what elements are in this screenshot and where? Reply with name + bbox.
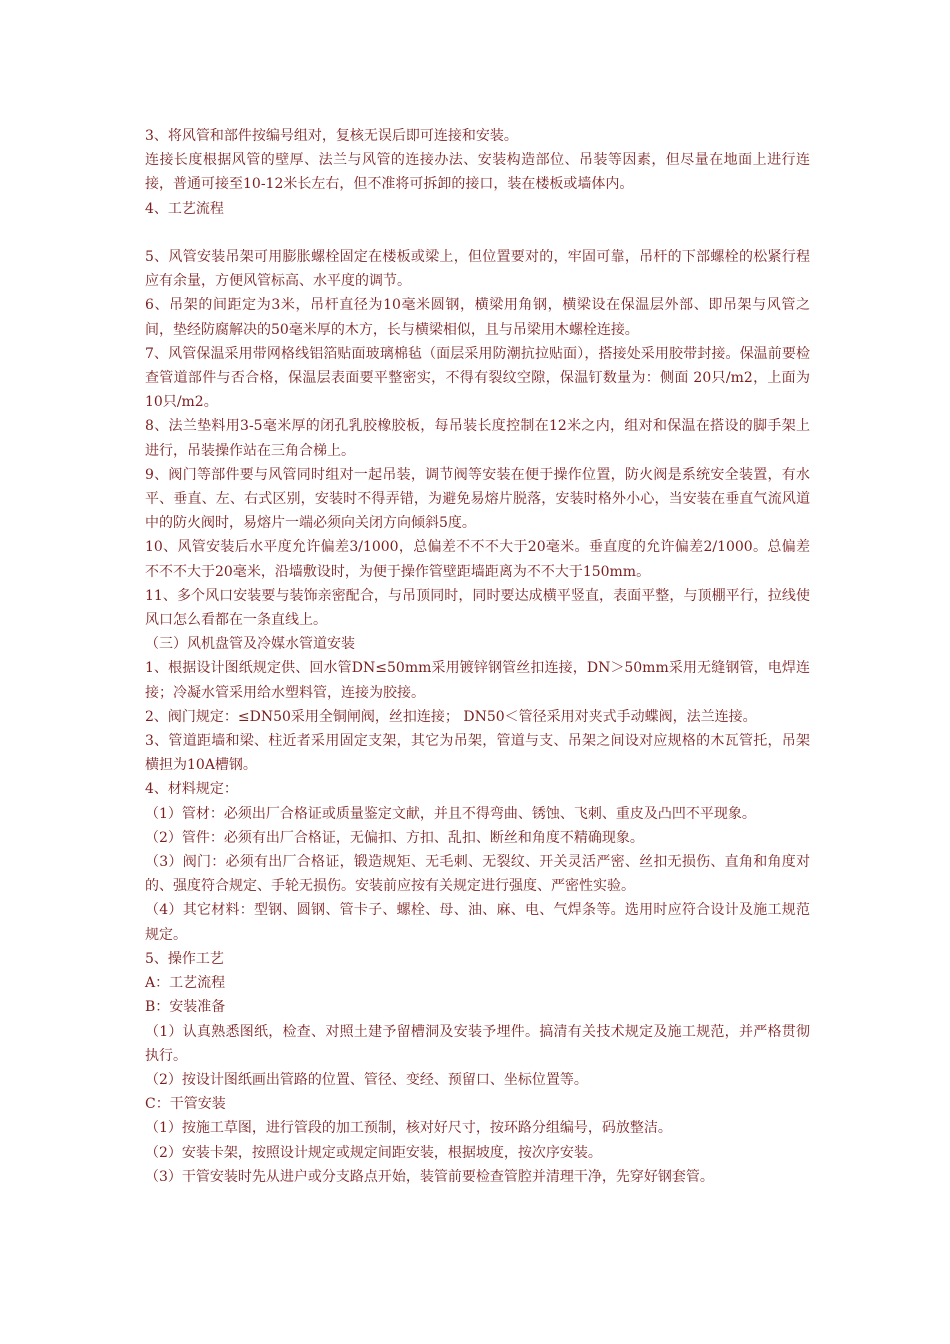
blank-line <box>145 221 810 245</box>
paragraph: 11、多个风口安装要与装饰亲密配合，与吊顶同时，同时要达成横平竖直，表面平整，与顶棚平行，拉线使风口怎么看都在一条直线上。 <box>145 587 810 629</box>
paragraph: 连接长度根据风管的壁厚、法兰与风管的连接办法、安装构造部位、吊装等因素，但尽量在地面上进行连接，普通可接至10-12米长左右，但不准将可拆卸的接口，装在楼板或墙体内。 <box>145 152 810 193</box>
paragraph: 1、根据设计图纸规定供、回水管DN≤50mm采用镀锌钢管丝扣连接，DN＞50mm采用无缝钢管，电焊连接；冷凝水管采用给水塑料管，连接为胶接。 <box>145 660 810 701</box>
paragraph: （2）安装卡架，按照设计规定或规定间距安装，根据坡度，按次序安装。 <box>145 1144 602 1161</box>
paragraph: 6、吊架的间距定为3米，吊杆直径为10毫米圆钢，横梁用角钢，横梁设在保温层外部、即吊架与风管之间，垫经防腐解决的50毫米厚的木方，长与横梁相似，且与吊梁用木螺栓连接。 <box>145 297 810 338</box>
document-body <box>145 124 810 1189</box>
paragraph: 4、材料规定： <box>145 781 238 798</box>
paragraph: （1）按施工草图，进行管段的加工预制，核对好尺寸，按环路分组编号，码放整洁。 <box>145 1120 672 1137</box>
paragraph: 10、风管安装后水平度允许偏差3/1000，总偏差不不不大于20毫米。垂直度的允许偏差2/1000。总偏差不不不大于20毫米，沿墙敷设时，为便于操作管壁距墙距离为不不大于150mm。 <box>145 539 810 580</box>
paragraph: 5、风管安装吊架可用膨胀螺栓固定在楼板或梁上，但位置要对的，牢固可靠，吊杆的下部螺栓的松紧行程应有余量，方便风管标高、水平度的调节。 <box>145 249 810 290</box>
paragraph: （4）其它材料：型钢、圆钢、管卡子、螺栓、母、油、麻、电、气焊条等。选用时应符合设计及施工规范规定。 <box>145 902 810 943</box>
paragraph: （2）管件：必须有出厂合格证，无偏扣、方扣、乱扣、断丝和角度不精确现象。 <box>145 829 644 846</box>
section-heading: （三）风机盘管及冷媒水管道安装 <box>145 636 355 653</box>
paragraph: 5、操作工艺 <box>145 950 224 967</box>
paragraph: B：安装准备 <box>145 999 226 1016</box>
paragraph: （3）阀门：必须有出厂合格证，锻造规矩、无毛刺、无裂纹、开关灵活严密、丝扣无损伤、直角和角度对的、强度符合规定、手轮无损伤。安装前应按有关规定进行强度、严密性实验。 <box>145 854 810 895</box>
paragraph: （1）管材：必须出厂合格证或质量鉴定文献，并且不得弯曲、锈蚀、飞刺、重皮及凸凹不平现象。 <box>145 805 756 822</box>
paragraph: 8、法兰垫料用3-5毫米厚的闭孔乳胶橡胶板，每吊装长度控制在12米之内，组对和保温在搭设的脚手架上进行，吊装操作站在三角合梯上。 <box>145 418 810 459</box>
paragraph: 3、将风管和部件按编号组对，复核无误后即可连接和安装。 <box>145 128 518 144</box>
paragraph: C：干管安装 <box>145 1096 226 1113</box>
paragraph: （3）干管安装时先从进户或分支路点开始，装管前要检查管腔并清理干净，先穿好钢套管。 <box>145 1168 714 1185</box>
paragraph: （2）按设计图纸画出管路的位置、管径、变经、预留口、坐标位置等。 <box>145 1071 588 1088</box>
paragraph: 7、风管保温采用带网格线铝箔贴面玻璃棉毡（面层采用防潮抗拉贴面），搭接处采用胶带封接。保温前要检查管道部件与否合格，保温层表面要平整密实，不得有裂纹空隙，保温钉数量为：侧面 20只/m2，上面为10只/m2。 <box>145 345 810 411</box>
paragraph: 4、工艺流程 <box>145 200 224 217</box>
paragraph: 2、阀门规定：≤DN50采用全铜闸阀，丝扣连接； DN50＜管径采用对夹式手动蝶阀，法兰连接。 <box>145 708 757 725</box>
paragraph: A：工艺流程 <box>145 975 226 992</box>
paragraph: 3、管道距墙和梁、柱近者采用固定支架，其它为吊架，管道与支、吊架之间设对应规格的木瓦管托，吊架横担为10A槽钢。 <box>145 733 810 774</box>
paragraph: （1）认真熟悉图纸，检查、对照土建予留槽洞及安装予埋件。搞清有关技术规定及施工规范，并严格贯彻执行。 <box>145 1023 810 1064</box>
paragraph: 9、阀门等部件要与风管同时组对一起吊装，调节阀等安装在便于操作位置，防火阀是系统安全装置，有水平、垂直、左、右式区别，安装时不得弄错，为避免易熔片脱落，安装时格外小心，当安装在垂直气流风道中的防火阀时，易熔片一端必须向关闭方向倾斜5度。 <box>145 466 810 532</box>
